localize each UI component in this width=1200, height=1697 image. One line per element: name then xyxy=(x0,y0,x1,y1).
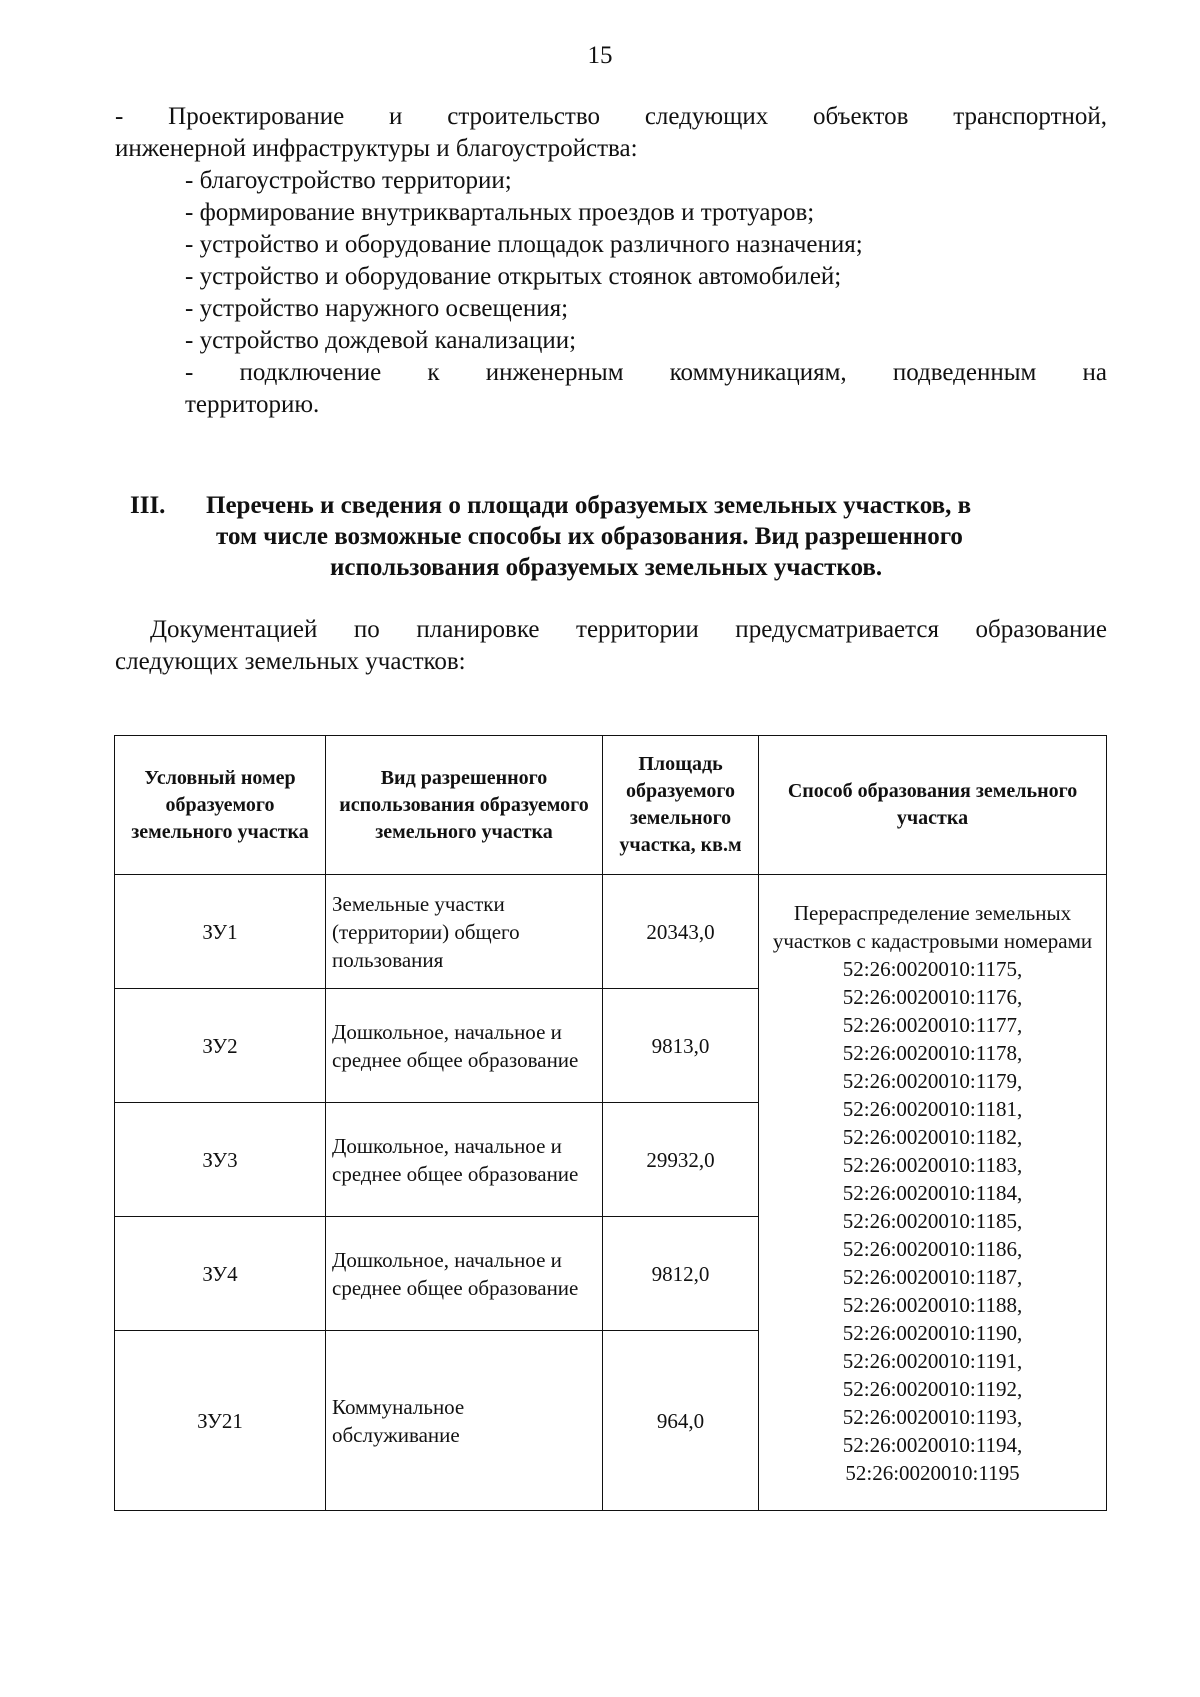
list-item: - подключение к инженерным коммуникациям, подведенным на xyxy=(185,359,1107,386)
section-title-line-2: том числе возможные способы их образования. Вид разрешенного xyxy=(216,523,963,550)
cadastral-number: 52:26:0020010:1176, xyxy=(842,984,1023,1009)
list-item: территорию. xyxy=(185,391,320,418)
cadastral-number: 52:26:0020010:1185, xyxy=(842,1208,1023,1233)
plot-number-cell: ЗУ4 xyxy=(115,1217,326,1331)
list-item: - устройство и оборудование площадок различного назначения; xyxy=(185,231,863,258)
area-cell: 9813,0 xyxy=(603,989,759,1103)
cadastral-number: 52:26:0020010:1194, xyxy=(842,1432,1023,1457)
area-cell: 20343,0 xyxy=(603,875,759,989)
section-title-line-3: использования образуемых земельных участков. xyxy=(330,554,883,581)
intro-line-1: - Проектирование и строительство следующих объектов транспортной, xyxy=(115,103,1107,130)
paragraph-line-2: следующих земельных участков: xyxy=(115,648,466,675)
plot-number-cell: ЗУ3 xyxy=(115,1103,326,1217)
formation-method-cell xyxy=(759,875,1107,1511)
intro-line-2: инженерной инфраструктуры и благоустройства: xyxy=(115,135,638,162)
cadastral-number: 52:26:0020010:1188, xyxy=(842,1292,1023,1317)
list-item: - формирование внутриквартальных проездов и тротуаров; xyxy=(185,199,815,226)
table-header-row xyxy=(115,736,1107,875)
permitted-use-cell: Дошкольное, начальное и среднее общее образование xyxy=(326,1217,603,1331)
permitted-use-cell: Земельные участки (территории) общего пользования xyxy=(326,875,603,989)
cadastral-number: 52:26:0020010:1190, xyxy=(842,1320,1023,1345)
plot-number-cell: ЗУ21 xyxy=(115,1331,326,1511)
list-item: - устройство наружного освещения; xyxy=(185,295,569,322)
list-item: - благоустройство территории; xyxy=(185,167,512,194)
cadastral-number: 52:26:0020010:1177, xyxy=(842,1012,1023,1037)
cadastral-number: 52:26:0020010:1186, xyxy=(842,1236,1023,1261)
list-item: - устройство и оборудование открытых стоянок автомобилей; xyxy=(185,263,842,290)
area-cell: 29932,0 xyxy=(603,1103,759,1217)
permitted-use-cell: Коммунальное обслуживание xyxy=(326,1331,603,1511)
section-number: III. xyxy=(130,492,166,519)
header-formation-method: Способ образования земельного участка xyxy=(759,736,1107,875)
list-item: - устройство дождевой канализации; xyxy=(185,327,577,354)
cadastral-number: 52:26:0020010:1195 xyxy=(845,1460,1020,1485)
cadastral-number: 52:26:0020010:1193, xyxy=(842,1404,1023,1429)
plot-number-cell: ЗУ2 xyxy=(115,989,326,1103)
paragraph-line-1: Документацией по планировке территории предусматривается образование xyxy=(150,616,1107,643)
cadastral-number: 52:26:0020010:1187, xyxy=(842,1264,1023,1289)
land-plots-table xyxy=(114,735,1107,1511)
permitted-use-cell: Дошкольное, начальное и среднее общее образование xyxy=(326,989,603,1103)
permitted-use-cell: Дошкольное, начальное и среднее общее образование xyxy=(326,1103,603,1217)
area-cell: 9812,0 xyxy=(603,1217,759,1331)
cadastral-number: 52:26:0020010:1181, xyxy=(842,1096,1023,1121)
header-plot-number: Условный номер образуемого земельного участка xyxy=(115,736,326,875)
cadastral-number: 52:26:0020010:1178, xyxy=(842,1040,1023,1065)
area-cell: 964,0 xyxy=(603,1331,759,1511)
table-row xyxy=(115,875,1107,989)
cadastral-number: 52:26:0020010:1183, xyxy=(842,1152,1023,1177)
section-title-line-1: Перечень и сведения о площади образуемых земельных участков, в xyxy=(206,492,972,519)
cadastral-number: 52:26:0020010:1179, xyxy=(842,1068,1023,1093)
cadastral-number: 52:26:0020010:1175, xyxy=(842,956,1023,981)
page-number: 15 xyxy=(587,42,613,69)
cadastral-number: 52:26:0020010:1184, xyxy=(842,1180,1023,1205)
formation-method-text: Перераспределение земельных участков с кадастровыми номерами xyxy=(772,900,1093,953)
header-permitted-use: Вид разрешенного использования образуемого земельного участка xyxy=(326,736,603,875)
header-area: Площадь образуемого земельного участка, кв.м xyxy=(603,736,759,875)
plot-number-cell: ЗУ1 xyxy=(115,875,326,989)
cadastral-number: 52:26:0020010:1192, xyxy=(842,1376,1023,1401)
cadastral-number: 52:26:0020010:1182, xyxy=(842,1124,1023,1149)
cadastral-number: 52:26:0020010:1191, xyxy=(842,1348,1023,1373)
